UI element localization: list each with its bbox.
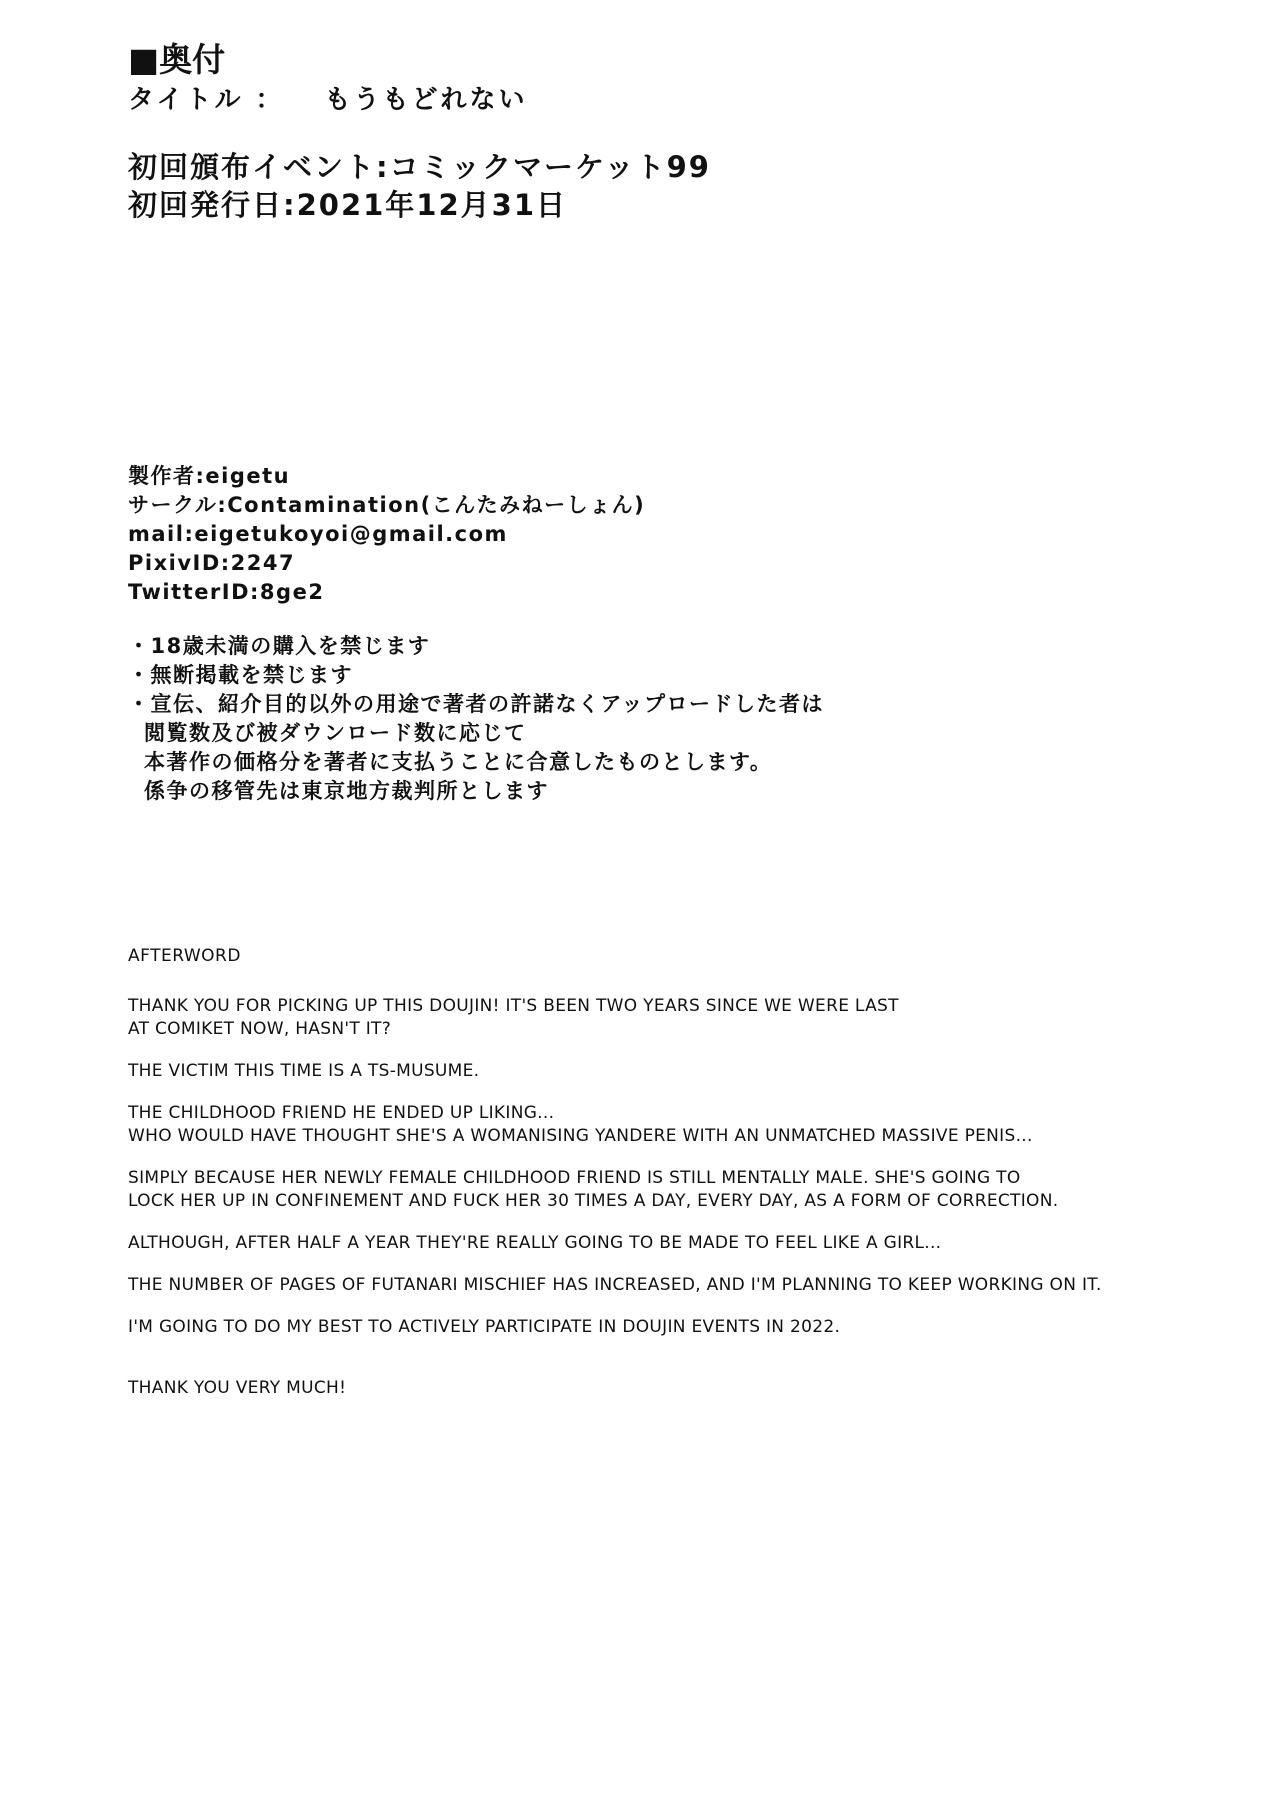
release-date: 初回発行日:2021年12月31日 bbox=[128, 188, 568, 222]
notices-list bbox=[128, 632, 824, 806]
afterword-line: LOCK HER UP IN CONFINEMENT AND FUCK HER 30 TIMES A DAY, EVERY DAY, AS A FORM OF CORRECTION. bbox=[128, 1191, 1059, 1211]
author-mail: mail:eigetukoyoi@gmail.com bbox=[128, 522, 508, 546]
author-pixiv: PixivID:2247 bbox=[128, 551, 296, 575]
afterword-line: THANK YOU FOR PICKING UP THIS DOUJIN! IT'S BEEN TWO YEARS SINCE WE WERE LAST bbox=[128, 996, 899, 1016]
afterword-line: THE NUMBER OF PAGES OF FUTANARI MISCHIEF HAS INCREASED, AND I'M PLANNING TO KEEP WORKING ON IT. bbox=[128, 1275, 1102, 1295]
afterword-paragraph bbox=[128, 1316, 1178, 1339]
afterword-paragraph bbox=[128, 1274, 1178, 1297]
afterword-line: AT COMIKET NOW, HASN'T IT? bbox=[128, 1019, 392, 1039]
author-maker: 製作者:eigetu bbox=[128, 464, 291, 488]
afterword-section bbox=[128, 945, 1178, 1419]
afterword-closing bbox=[128, 1377, 1178, 1400]
afterword-line: THE VICTIM THIS TIME IS A TS-MUSUME. bbox=[128, 1061, 480, 1081]
notice-item-continued: 係争の移管先は東京地方裁判所とします bbox=[144, 779, 549, 803]
afterword-title: AFTERWORD bbox=[128, 946, 241, 966]
colophon-header bbox=[128, 38, 528, 118]
notice-item: ・18歳未満の購入を禁じます bbox=[128, 634, 431, 658]
afterword-paragraph bbox=[128, 1167, 1178, 1213]
author-twitter: TwitterID:8ge2 bbox=[128, 580, 325, 604]
afterword-line: THE CHILDHOOD FRIEND HE ENDED UP LIKING... bbox=[128, 1103, 555, 1123]
author-info bbox=[128, 462, 645, 607]
colophon-heading: ■奥付 bbox=[128, 40, 226, 79]
afterword-paragraph bbox=[128, 995, 1178, 1041]
notice-item: ・宣伝、紹介目的以外の用途で著者の許諾なくアップロードした者は bbox=[128, 692, 825, 716]
afterword-line: WHO WOULD HAVE THOUGHT SHE'S A WOMANISING YANDERE WITH AN UNMATCHED MASSIVE PENIS... bbox=[128, 1126, 1033, 1146]
afterword-line: THANK YOU VERY MUCH! bbox=[128, 1378, 347, 1398]
title-value: もうもどれない bbox=[324, 85, 528, 115]
release-info bbox=[128, 148, 711, 224]
afterword-line: SIMPLY BECAUSE HER NEWLY FEMALE CHILDHOOD FRIEND IS STILL MENTALLY MALE. SHE'S GOING TO bbox=[128, 1168, 1021, 1188]
notice-item-continued: 本著作の価格分を著者に支払うことに合意したものとします。 bbox=[144, 750, 773, 774]
title-line bbox=[128, 82, 528, 118]
afterword-paragraph bbox=[128, 1232, 1178, 1255]
notice-item-continued: 閲覧数及び被ダウンロード数に応じて bbox=[144, 721, 527, 745]
afterword-line: I'M GOING TO DO MY BEST TO ACTIVELY PARTICIPATE IN DOUJIN EVENTS IN 2022. bbox=[128, 1317, 841, 1337]
afterword-paragraph bbox=[128, 1060, 1178, 1083]
afterword-line: ALTHOUGH, AFTER HALF A YEAR THEY'RE REALLY GOING TO BE MADE TO FEEL LIKE A GIRL... bbox=[128, 1233, 942, 1253]
notice-item: ・無断掲載を禁じます bbox=[128, 663, 353, 687]
release-event: 初回頒布イベント:コミックマーケット99 bbox=[128, 150, 711, 184]
title-label: タイトル ： bbox=[128, 85, 285, 115]
author-circle: サークル:Contamination(こんたみねーしょん) bbox=[128, 493, 646, 517]
afterword-paragraph bbox=[128, 1102, 1178, 1148]
